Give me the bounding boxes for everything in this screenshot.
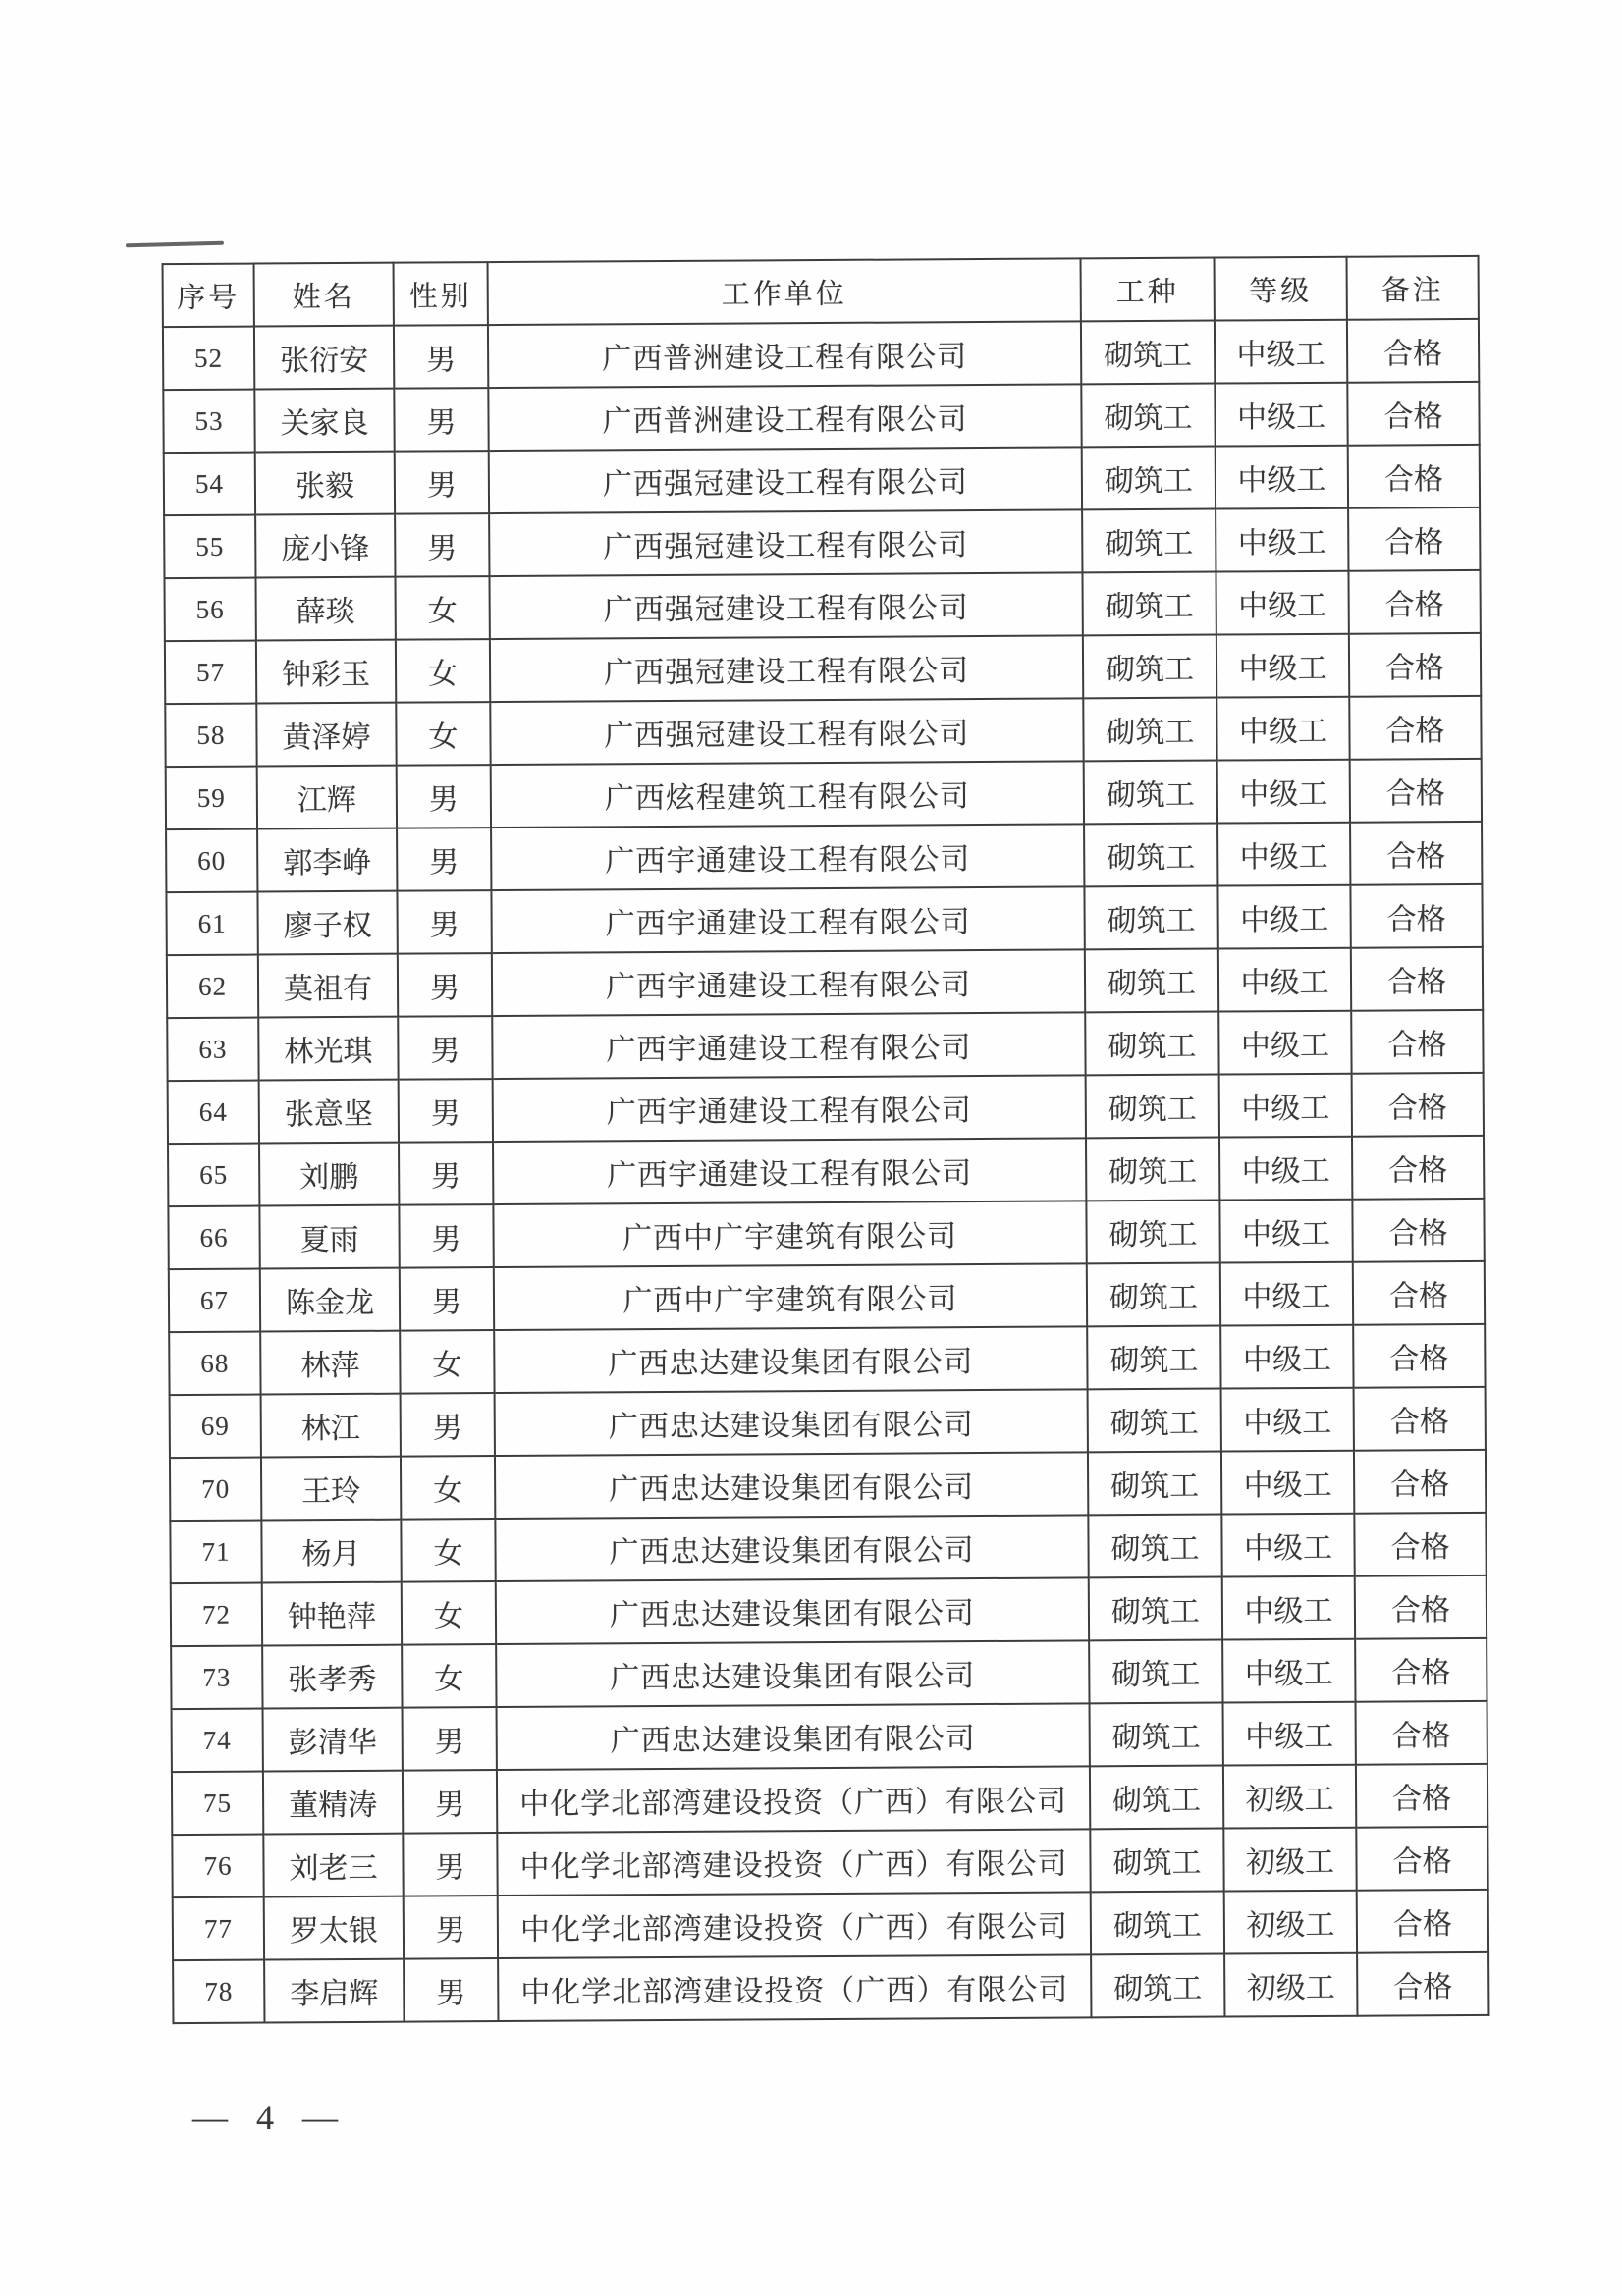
table-cell-gender: 女 [395,576,489,640]
table-cell-gender: 女 [401,1456,495,1520]
table-cell-name: 王玲 [261,1457,401,1521]
table-cell-remark: 合格 [1354,1450,1486,1514]
table-cell-work-unit: 广西忠达建设集团有限公司 [496,1577,1089,1644]
table-cell-job-type: 砌筑工 [1089,1577,1222,1641]
table-cell-work-unit: 广西普洲建设工程有限公司 [488,321,1081,388]
table-cell-grade: 中级工 [1217,885,1350,949]
table-cell-gender: 男 [399,1079,493,1143]
table-cell-grade: 中级工 [1216,508,1348,572]
table-cell-grade: 中级工 [1218,1011,1351,1075]
table-cell-grade: 中级工 [1221,1514,1354,1577]
table-cell-remark: 合格 [1348,445,1480,508]
table-cell-seq: 63 [167,1018,258,1082]
table-header-row [163,256,1479,327]
table-cell-job-type: 砌筑工 [1090,1766,1223,1830]
table-cell-seq: 55 [164,515,255,579]
table-cell-work-unit: 中化学北部湾建设投资（广西）有限公司 [498,1892,1091,1958]
table-cell-work-unit: 广西宇通建设工程有限公司 [492,949,1085,1016]
table-cell-gender: 男 [404,1958,498,2022]
table-cell-remark: 合格 [1353,1261,1485,1325]
table-cell-remark: 合格 [1357,1952,1488,2016]
column-header-grade: 等级 [1215,257,1347,321]
table-cell-remark: 合格 [1354,1513,1486,1576]
table-cell-seq: 58 [165,704,256,768]
table-cell-work-unit: 广西忠达建设集团有限公司 [497,1703,1090,1770]
scan-artifact-line [126,241,224,248]
table-cell-seq: 57 [165,641,256,705]
table-cell-seq: 70 [170,1458,261,1522]
table-cell-grade: 中级工 [1222,1576,1355,1640]
table-cell-remark: 合格 [1352,1073,1484,1137]
table-cell-seq: 67 [169,1269,260,1333]
table-cell-grade: 中级工 [1217,760,1350,824]
table-cell-grade: 中级工 [1219,1074,1352,1138]
table-cell-seq: 68 [169,1332,260,1396]
table-cell-seq: 73 [171,1646,262,1710]
table-cell-job-type: 砌筑工 [1082,509,1216,573]
table-cell-gender: 男 [398,953,492,1017]
column-header-job-type: 工种 [1081,258,1215,322]
table-cell-grade: 中级工 [1216,571,1348,635]
table-cell-seq: 62 [167,955,258,1019]
table-cell-grade: 中级工 [1221,1388,1354,1452]
table-cell-gender: 女 [400,1330,494,1394]
table-cell-gender: 女 [396,639,490,703]
table-cell-work-unit: 中化学北部湾建设投资（广西）有限公司 [497,1829,1090,1896]
table-cell-seq: 54 [164,453,255,516]
table-row [172,1701,1487,1772]
table-cell-job-type: 砌筑工 [1086,1138,1219,1201]
table-cell-grade: 中级工 [1222,1639,1355,1703]
table-cell-gender: 男 [403,1707,497,1771]
table-row [168,1136,1484,1206]
table-row [173,1890,1488,1960]
table-cell-seq: 61 [166,892,257,956]
table-cell-grade: 中级工 [1220,1262,1353,1326]
table-cell-name: 张孝秀 [262,1645,402,1709]
table-cell-name: 刘鹏 [259,1143,399,1206]
table-cell-job-type: 砌筑工 [1090,1829,1223,1893]
table-cell-job-type: 砌筑工 [1088,1452,1221,1516]
table-cell-job-type: 砌筑工 [1081,384,1215,448]
table-cell-grade: 中级工 [1216,634,1349,698]
table-cell-job-type: 砌筑工 [1085,1012,1218,1076]
table-cell-seq: 72 [171,1583,262,1647]
table-cell-grade: 中级工 [1216,697,1349,761]
page-number-footer: — 4 — [192,2098,348,2137]
table-cell-work-unit: 广西强冠建设工程有限公司 [489,447,1082,513]
table-cell-remark: 合格 [1352,1136,1484,1200]
table-cell-job-type: 砌筑工 [1087,1326,1220,1390]
table-row [165,633,1481,704]
table-cell-gender: 男 [398,1016,492,1080]
table-row [170,1450,1486,1521]
table-cell-job-type: 砌筑工 [1084,761,1217,825]
table-cell-work-unit: 广西宇通建设工程有限公司 [491,824,1084,890]
table-cell-seq: 60 [166,829,257,893]
table-row [164,570,1480,641]
table-cell-work-unit: 广西宇通建设工程有限公司 [493,1075,1086,1142]
table-cell-name: 林萍 [260,1331,400,1395]
table-cell-name: 刘老三 [263,1834,403,1897]
table-cell-name: 莫祖有 [258,954,398,1018]
table-cell-grade: 中级工 [1221,1451,1354,1515]
table-cell-grade: 中级工 [1219,1137,1352,1201]
table-cell-gender: 男 [394,325,488,389]
table-row [166,822,1482,892]
table-cell-job-type: 砌筑工 [1082,447,1216,510]
table-cell-seq: 76 [172,1835,263,1898]
table-cell-name: 江辉 [257,766,397,829]
table-cell-gender: 男 [400,1267,494,1331]
column-header-remark: 备注 [1347,256,1479,320]
table-cell-name: 黄泽婷 [256,703,396,767]
table-cell-grade: 中级工 [1220,1325,1353,1389]
table-cell-name: 林江 [261,1394,401,1458]
table-cell-job-type: 砌筑工 [1087,1263,1220,1327]
table-cell-remark: 合格 [1349,633,1481,697]
table-cell-gender: 男 [404,1896,498,1959]
table-cell-seq: 74 [172,1709,263,1773]
table-cell-name: 张衍安 [254,326,394,390]
table-row [165,696,1481,767]
table-cell-name: 张毅 [255,452,395,515]
table-cell-grade: 中级工 [1219,1200,1352,1263]
table-cell-name: 罗太银 [264,1896,404,1960]
table-cell-name: 杨月 [261,1520,401,1583]
table-row [164,507,1480,578]
table-cell-seq: 59 [166,767,257,830]
table-cell-remark: 合格 [1356,1701,1487,1765]
table-cell-remark: 合格 [1355,1575,1487,1639]
table-cell-work-unit: 广西强冠建设工程有限公司 [490,698,1083,765]
table-cell-job-type: 砌筑工 [1085,949,1218,1013]
table-cell-gender: 男 [403,1770,497,1834]
table-cell-seq: 66 [168,1206,259,1270]
table-cell-work-unit: 广西普洲建设工程有限公司 [488,384,1081,451]
table-row [169,1261,1485,1332]
table-cell-gender: 男 [397,765,491,828]
table-cell-name: 钟彩玉 [256,640,396,704]
table-cell-grade: 中级工 [1216,446,1348,509]
table-row [170,1387,1486,1458]
table-cell-job-type: 砌筑工 [1082,572,1216,636]
table-row [167,947,1483,1018]
table-cell-grade: 中级工 [1217,823,1350,886]
table-cell-grade: 中级工 [1215,320,1347,384]
table-cell-name: 张意坚 [259,1080,399,1144]
table-cell-job-type: 砌筑工 [1083,635,1216,699]
table-cell-remark: 合格 [1355,1638,1487,1702]
table-row [164,445,1480,515]
table-cell-name: 陈金龙 [260,1268,400,1332]
table-cell-job-type: 砌筑工 [1086,1201,1219,1264]
table-cell-job-type: 砌筑工 [1084,886,1217,950]
table-cell-name: 董精涛 [263,1771,403,1835]
table-cell-seq: 64 [168,1081,259,1145]
table-cell-work-unit: 广西中广宇建筑有限公司 [494,1263,1087,1330]
table-cell-gender: 男 [394,388,488,452]
table-cell-job-type: 砌筑工 [1086,1075,1219,1139]
table-cell-remark: 合格 [1350,822,1482,885]
table-cell-remark: 合格 [1347,319,1479,383]
table-row [168,1199,1484,1269]
table-cell-name: 庞小锋 [255,514,395,578]
table-cell-grade: 初级工 [1224,1953,1357,2017]
table-cell-job-type: 砌筑工 [1091,1954,1224,2018]
table-cell-job-type: 砌筑工 [1083,698,1216,762]
table-cell-work-unit: 广西炫程建筑工程有限公司 [491,761,1084,828]
table-cell-name: 郭李峥 [257,828,397,892]
table-cell-work-unit: 广西中广宇建筑有限公司 [493,1201,1086,1267]
table-cell-name: 廖子权 [257,891,397,955]
column-header-work-unit: 工作单位 [488,258,1081,325]
table-cell-remark: 合格 [1351,1010,1483,1074]
table-cell-gender: 女 [402,1581,496,1645]
table-cell-work-unit: 广西强冠建设工程有限公司 [490,635,1083,702]
table-cell-work-unit: 广西忠达建设集团有限公司 [494,1326,1087,1393]
table-cell-remark: 合格 [1353,1324,1485,1388]
table-row [163,319,1479,390]
table-cell-gender: 男 [399,1142,493,1205]
table-cell-name: 关家良 [254,389,394,453]
table-cell-grade: 初级工 [1224,1891,1357,1954]
table-cell-seq: 77 [173,1897,264,1961]
table-cell-job-type: 砌筑工 [1089,1640,1222,1704]
table-cell-gender: 男 [401,1393,495,1457]
table-cell-gender: 女 [401,1519,495,1582]
table-cell-job-type: 砌筑工 [1084,824,1217,887]
column-header-name: 姓名 [254,263,394,327]
table-cell-work-unit: 广西忠达建设集团有限公司 [496,1640,1089,1707]
table-cell-job-type: 砌筑工 [1088,1389,1221,1453]
table-cell-gender: 男 [399,1204,493,1268]
table-cell-grade: 初级工 [1223,1828,1356,1892]
table-cell-work-unit: 广西强冠建设工程有限公司 [489,509,1082,576]
table-cell-gender: 男 [395,451,489,514]
table-cell-gender: 男 [403,1833,497,1896]
table-cell-work-unit: 广西忠达建设集团有限公司 [495,1515,1088,1581]
table-cell-work-unit: 广西宇通建设工程有限公司 [491,886,1084,953]
table-row [166,884,1482,955]
table-cell-work-unit: 广西宇通建设工程有限公司 [493,1138,1086,1204]
table-cell-remark: 合格 [1357,1890,1488,1953]
table-cell-name: 钟艳萍 [262,1582,402,1646]
table-cell-seq: 75 [172,1772,263,1836]
table-cell-seq: 52 [163,327,254,391]
table-cell-grade: 初级工 [1223,1765,1356,1829]
table-cell-remark: 合格 [1351,947,1483,1011]
table-row [166,759,1482,829]
table-cell-remark: 合格 [1347,382,1479,446]
table-row [172,1764,1487,1835]
table-cell-gender: 男 [397,828,491,891]
table-cell-remark: 合格 [1356,1827,1487,1891]
table-cell-gender: 女 [396,702,490,766]
table-cell-seq: 71 [170,1521,261,1584]
table-cell-job-type: 砌筑工 [1081,321,1215,385]
table-cell-remark: 合格 [1352,1199,1484,1262]
table-row [168,1073,1484,1144]
table-row [171,1638,1487,1709]
table-cell-remark: 合格 [1348,507,1480,571]
column-header-seq: 序号 [163,264,254,328]
table-cell-grade: 中级工 [1218,948,1351,1012]
table-row [171,1575,1487,1646]
table-cell-work-unit: 中化学北部湾建设投资（广西）有限公司 [497,1766,1090,1833]
table-cell-grade: 中级工 [1215,383,1347,447]
table-cell-remark: 合格 [1350,759,1482,823]
table-cell-remark: 合格 [1356,1764,1487,1828]
table-row [163,382,1479,453]
table-cell-name: 李启辉 [264,1959,404,2023]
table-cell-gender: 男 [397,890,491,954]
table-cell-remark: 合格 [1350,884,1482,948]
table-cell-name: 林光琪 [258,1017,398,1081]
table-cell-work-unit: 广西宇通建设工程有限公司 [492,1012,1085,1079]
table-cell-gender: 男 [395,513,489,577]
table-cell-work-unit: 广西忠达建设集团有限公司 [495,1452,1088,1519]
table-cell-job-type: 砌筑工 [1091,1892,1224,1955]
table-cell-name: 彭清华 [263,1708,403,1772]
table-cell-grade: 中级工 [1223,1702,1356,1766]
table-row [169,1324,1485,1395]
table-cell-job-type: 砌筑工 [1090,1703,1223,1767]
table-row [172,1827,1487,1897]
table-cell-remark: 合格 [1354,1387,1486,1451]
table-row [173,1952,1488,2023]
table-row [167,1010,1483,1081]
table-cell-name: 夏雨 [259,1205,399,1269]
table-cell-job-type: 砌筑工 [1088,1515,1221,1578]
column-header-gender: 性别 [394,262,488,326]
table-cell-seq: 78 [173,1960,264,2024]
table-cell-work-unit: 广西忠达建设集团有限公司 [495,1389,1088,1456]
table-cell-seq: 53 [163,390,254,454]
table-cell-seq: 69 [170,1395,261,1459]
table-cell-name: 薛琰 [255,577,395,641]
table-cell-seq: 56 [164,578,255,642]
table-cell-work-unit: 中化学北部湾建设投资（广西）有限公司 [498,1954,1091,2021]
qualification-table [162,255,1490,2024]
table-cell-remark: 合格 [1348,570,1480,634]
table-cell-work-unit: 广西强冠建设工程有限公司 [489,572,1082,639]
table-cell-gender: 女 [402,1644,496,1708]
table-cell-seq: 65 [168,1144,259,1207]
table-row [170,1513,1486,1583]
table-cell-remark: 合格 [1349,696,1481,760]
